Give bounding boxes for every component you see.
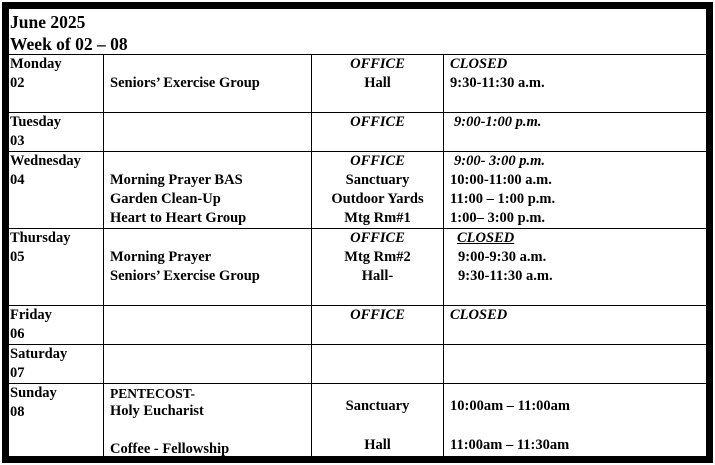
- row-divider: [9, 344, 706, 345]
- event-text: Seniors’ Exercise Group: [110, 75, 260, 91]
- day-name: Friday: [10, 307, 52, 323]
- time-text: 1:00– 3:00 p.m.: [450, 210, 546, 226]
- time-text: 9:30-11:30 a.m.: [450, 75, 545, 91]
- time-text: CLOSED: [457, 230, 515, 246]
- time-text: CLOSED: [450, 307, 508, 323]
- event-text: PENTECOST-: [110, 386, 196, 401]
- day-date: 03: [10, 133, 25, 149]
- day-name: Wednesday: [10, 153, 81, 169]
- time-text: 9:00-9:30 a.m.: [458, 249, 547, 265]
- time-text: 10:00-11:00 a.m.: [450, 172, 552, 188]
- day-name: Saturday: [10, 346, 68, 362]
- event-text: Morning Prayer BAS: [110, 172, 243, 188]
- location-text: Hall: [364, 437, 391, 453]
- location-text: OFFICE: [350, 307, 405, 323]
- event-text: Heart to Heart Group: [110, 210, 247, 226]
- month-title: June 2025: [10, 12, 86, 32]
- column-divider: [103, 54, 104, 463]
- location-text: Outdoor Yards: [331, 191, 424, 207]
- location-text: OFFICE: [350, 114, 405, 130]
- week-title: Week of 02 – 08: [10, 34, 128, 54]
- column-divider: [443, 54, 444, 463]
- day-name: Sunday: [10, 385, 57, 401]
- location-text: OFFICE: [350, 230, 405, 246]
- day-date: 08: [10, 404, 25, 420]
- location-text: Hall-: [361, 268, 394, 284]
- location-text: Hall: [364, 75, 391, 91]
- event-text: Seniors’ Exercise Group: [110, 268, 260, 284]
- day-date: 02: [10, 75, 25, 91]
- time-text: CLOSED: [450, 56, 508, 72]
- time-text: 9:00-1:00 p.m.: [454, 114, 542, 130]
- time-text: 10:00am – 11:00am: [450, 398, 571, 414]
- location-text: Sanctuary: [345, 172, 410, 188]
- time-text: 9:30-11:30 a.m.: [458, 268, 553, 284]
- time-text: 11:00 – 1:00 p.m.: [450, 191, 556, 207]
- day-date: 06: [10, 326, 25, 342]
- location-text: Mtg Rm#2: [344, 249, 411, 265]
- event-text: Holy Eucharist: [110, 403, 204, 419]
- day-date: 04: [10, 172, 25, 188]
- day-name: Thursday: [10, 230, 71, 246]
- location-text: OFFICE: [350, 153, 405, 169]
- time-text: 11:00am – 11:30am: [450, 437, 570, 453]
- event-text: Morning Prayer: [110, 249, 212, 265]
- time-text: 9:00- 3:00 p.m.: [454, 153, 546, 169]
- day-date: 07: [10, 365, 25, 381]
- day-name: Monday: [10, 56, 62, 72]
- location-text: Mtg Rm#1: [344, 210, 411, 226]
- event-text: Coffee - Fellowship: [110, 441, 230, 457]
- location-text: Sanctuary: [345, 398, 410, 414]
- event-text: Garden Clean-Up: [110, 191, 221, 207]
- day-date: 05: [10, 249, 25, 265]
- schedule-table: [2, 2, 713, 463]
- day-name: Tuesday: [10, 114, 62, 130]
- location-text: OFFICE: [350, 56, 405, 72]
